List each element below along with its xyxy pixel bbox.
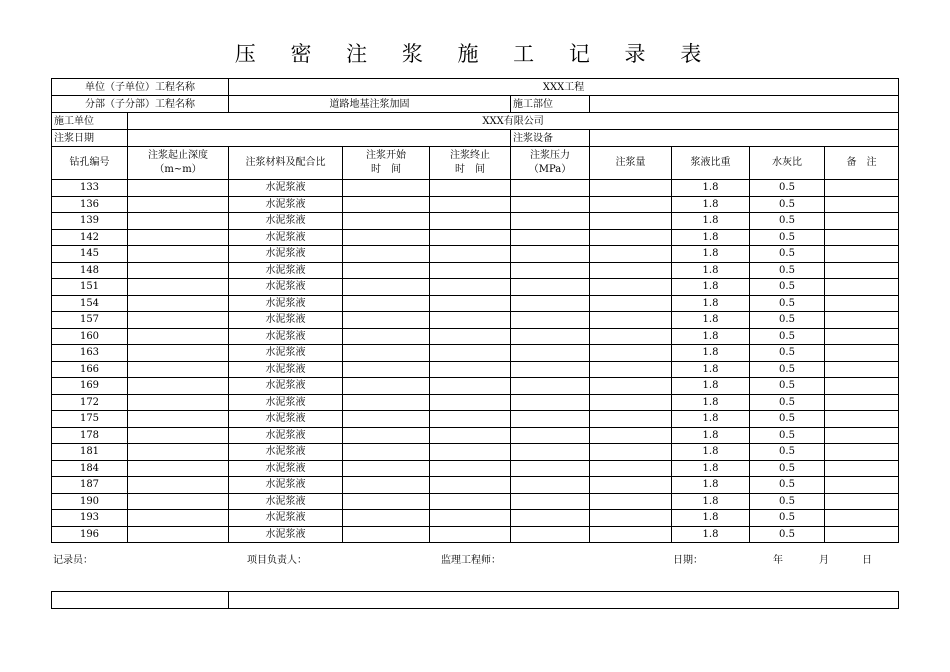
depth-cell[interactable] — [128, 493, 229, 510]
pressure-cell[interactable] — [511, 394, 590, 411]
table-row — [52, 295, 899, 312]
material-cell: 水泥浆液 — [229, 394, 343, 411]
pressure-cell[interactable] — [511, 510, 590, 527]
wc-ratio-cell: 0.5 — [750, 411, 825, 428]
contractor-row — [52, 113, 899, 130]
volume-cell[interactable] — [590, 378, 672, 395]
material-cell: 水泥浆液 — [229, 526, 343, 543]
remark-cell[interactable] — [825, 411, 899, 428]
col-pressure: 注浆压力 （MPa） — [511, 147, 590, 180]
wc-ratio-cell: 0.5 — [750, 246, 825, 263]
remark-cell[interactable] — [825, 312, 899, 329]
page-title: 压 密 注 浆 施 工 记 录 表 — [234, 42, 716, 66]
hole-number-cell: 196 — [52, 526, 128, 543]
remark-cell[interactable] — [825, 493, 899, 510]
start-time-cell[interactable] — [343, 246, 430, 263]
table-row — [52, 213, 899, 230]
contractor-label: 施工单位 — [52, 113, 128, 130]
table-row — [52, 477, 899, 494]
end-time-cell[interactable] — [430, 196, 511, 213]
pressure-cell[interactable] — [511, 262, 590, 279]
volume-cell[interactable] — [590, 361, 672, 378]
table-row — [52, 427, 899, 444]
remark-cell[interactable] — [825, 279, 899, 296]
wc-ratio-cell: 0.5 — [750, 229, 825, 246]
remark-cell[interactable] — [825, 427, 899, 444]
start-time-cell[interactable] — [343, 196, 430, 213]
volume-cell[interactable] — [590, 477, 672, 494]
end-time-cell[interactable] — [430, 411, 511, 428]
material-cell: 水泥浆液 — [229, 345, 343, 362]
end-time-cell[interactable] — [430, 460, 511, 477]
year-label: 年 — [773, 555, 783, 566]
hole-number-cell: 142 — [52, 229, 128, 246]
wc-ratio-cell: 0.5 — [750, 394, 825, 411]
table-row — [52, 246, 899, 263]
wc-ratio-cell: 0.5 — [750, 279, 825, 296]
hole-number-cell: 133 — [52, 180, 128, 197]
pressure-cell[interactable] — [511, 328, 590, 345]
remark-cell[interactable] — [825, 526, 899, 543]
pressure-cell[interactable] — [511, 460, 590, 477]
wc-ratio-cell: 0.5 — [750, 345, 825, 362]
start-time-cell[interactable] — [343, 477, 430, 494]
depth-cell[interactable] — [128, 345, 229, 362]
wc-ratio-cell: 0.5 — [750, 295, 825, 312]
pressure-cell[interactable] — [511, 180, 590, 197]
volume-cell[interactable] — [590, 510, 672, 527]
start-time-cell[interactable] — [343, 328, 430, 345]
end-time-cell[interactable] — [430, 510, 511, 527]
hole-number-cell: 181 — [52, 444, 128, 461]
grouting-date-value[interactable] — [128, 130, 511, 147]
wc-ratio-cell: 0.5 — [750, 526, 825, 543]
end-time-cell[interactable] — [430, 279, 511, 296]
pressure-cell[interactable] — [511, 279, 590, 296]
remark-cell[interactable] — [825, 229, 899, 246]
wc-ratio-cell: 0.5 — [750, 427, 825, 444]
volume-cell[interactable] — [590, 526, 672, 543]
density-cell: 1.8 — [672, 180, 750, 197]
depth-cell[interactable] — [128, 312, 229, 329]
material-cell: 水泥浆液 — [229, 213, 343, 230]
material-cell: 水泥浆液 — [229, 328, 343, 345]
remark-cell[interactable] — [825, 213, 899, 230]
end-time-cell[interactable] — [430, 427, 511, 444]
grouting-record-table — [51, 78, 899, 543]
remark-cell[interactable] — [825, 295, 899, 312]
material-cell: 水泥浆液 — [229, 262, 343, 279]
volume-cell[interactable] — [590, 444, 672, 461]
pressure-cell[interactable] — [511, 196, 590, 213]
wc-ratio-cell: 0.5 — [750, 180, 825, 197]
hole-number-cell: 154 — [52, 295, 128, 312]
depth-cell[interactable] — [128, 246, 229, 263]
remark-cell[interactable] — [825, 196, 899, 213]
column-header-row — [52, 147, 899, 180]
start-time-cell[interactable] — [343, 526, 430, 543]
col-remark: 备 注 — [825, 147, 899, 180]
remark-cell[interactable] — [825, 180, 899, 197]
table-row — [52, 378, 899, 395]
depth-cell[interactable] — [128, 460, 229, 477]
hole-number-cell: 187 — [52, 477, 128, 494]
material-cell: 水泥浆液 — [229, 460, 343, 477]
pressure-cell[interactable] — [511, 229, 590, 246]
density-cell: 1.8 — [672, 295, 750, 312]
density-cell: 1.8 — [672, 460, 750, 477]
hole-number-cell: 190 — [52, 493, 128, 510]
pressure-cell[interactable] — [511, 312, 590, 329]
density-cell: 1.8 — [672, 229, 750, 246]
hole-number-cell: 163 — [52, 345, 128, 362]
volume-cell[interactable] — [590, 493, 672, 510]
density-cell: 1.8 — [672, 378, 750, 395]
project-label: 单位（子单位）工程名称 — [52, 79, 229, 96]
start-time-cell[interactable] — [343, 361, 430, 378]
location-label: 施工部位 — [511, 96, 590, 113]
volume-cell[interactable] — [590, 345, 672, 362]
col-end-time: 注浆终止 时 间 — [430, 147, 511, 180]
pressure-cell[interactable] — [511, 411, 590, 428]
start-time-cell[interactable] — [343, 378, 430, 395]
density-cell: 1.8 — [672, 493, 750, 510]
material-cell: 水泥浆液 — [229, 295, 343, 312]
density-cell: 1.8 — [672, 213, 750, 230]
supervisor-label: 监理工程师： — [441, 555, 501, 566]
end-time-cell[interactable] — [430, 345, 511, 362]
table-row — [52, 493, 899, 510]
remark-cell[interactable] — [825, 361, 899, 378]
project-row — [52, 79, 899, 96]
pressure-cell[interactable] — [511, 526, 590, 543]
start-time-cell[interactable] — [343, 312, 430, 329]
depth-cell[interactable] — [128, 510, 229, 527]
remark-cell[interactable] — [825, 444, 899, 461]
wc-ratio-cell: 0.5 — [750, 477, 825, 494]
wc-ratio-cell: 0.5 — [750, 493, 825, 510]
volume-cell[interactable] — [590, 279, 672, 296]
table-row — [52, 526, 899, 543]
material-cell: 水泥浆液 — [229, 477, 343, 494]
volume-cell[interactable] — [590, 246, 672, 263]
remark-cell[interactable] — [825, 345, 899, 362]
material-cell: 水泥浆液 — [229, 427, 343, 444]
density-cell: 1.8 — [672, 444, 750, 461]
end-time-cell[interactable] — [430, 213, 511, 230]
density-cell: 1.8 — [672, 510, 750, 527]
material-cell: 水泥浆液 — [229, 229, 343, 246]
date-equipment-row — [52, 130, 899, 147]
footer-label-cell — [52, 592, 229, 609]
end-time-cell[interactable] — [430, 295, 511, 312]
material-cell: 水泥浆液 — [229, 510, 343, 527]
density-cell: 1.8 — [672, 328, 750, 345]
col-depth: 注浆起止深度 （m~m） — [128, 147, 229, 180]
table-row — [52, 345, 899, 362]
material-cell: 水泥浆液 — [229, 444, 343, 461]
table-row — [52, 510, 899, 527]
volume-cell[interactable] — [590, 295, 672, 312]
remark-cell[interactable] — [825, 477, 899, 494]
wc-ratio-cell: 0.5 — [750, 378, 825, 395]
depth-cell[interactable] — [128, 444, 229, 461]
end-time-cell[interactable] — [430, 526, 511, 543]
volume-cell[interactable] — [590, 411, 672, 428]
pressure-cell[interactable] — [511, 361, 590, 378]
volume-cell[interactable] — [590, 262, 672, 279]
material-cell: 水泥浆液 — [229, 196, 343, 213]
start-time-cell[interactable] — [343, 295, 430, 312]
col-material: 注浆材料及配合比 — [229, 147, 343, 180]
wc-ratio-cell: 0.5 — [750, 213, 825, 230]
density-cell: 1.8 — [672, 345, 750, 362]
hole-number-cell: 193 — [52, 510, 128, 527]
table-row — [52, 444, 899, 461]
col-hole-number: 钻孔编号 — [52, 147, 128, 180]
hole-number-cell: 172 — [52, 394, 128, 411]
end-time-cell[interactable] — [430, 444, 511, 461]
density-cell: 1.8 — [672, 312, 750, 329]
start-time-cell[interactable] — [343, 411, 430, 428]
hole-number-cell: 178 — [52, 427, 128, 444]
start-time-cell[interactable] — [343, 279, 430, 296]
start-time-cell[interactable] — [343, 345, 430, 362]
hole-number-cell: 151 — [52, 279, 128, 296]
density-cell: 1.8 — [672, 246, 750, 263]
remark-cell[interactable] — [825, 460, 899, 477]
remark-cell[interactable] — [825, 378, 899, 395]
table-row — [52, 196, 899, 213]
material-cell: 水泥浆液 — [229, 493, 343, 510]
hole-number-cell: 169 — [52, 378, 128, 395]
pressure-cell[interactable] — [511, 246, 590, 263]
depth-cell[interactable] — [128, 279, 229, 296]
end-time-cell[interactable] — [430, 246, 511, 263]
hole-number-cell: 148 — [52, 262, 128, 279]
depth-cell[interactable] — [128, 427, 229, 444]
density-cell: 1.8 — [672, 427, 750, 444]
pressure-cell[interactable] — [511, 493, 590, 510]
end-time-cell[interactable] — [430, 262, 511, 279]
material-cell: 水泥浆液 — [229, 279, 343, 296]
depth-cell[interactable] — [128, 411, 229, 428]
table-row — [52, 411, 899, 428]
end-time-cell[interactable] — [430, 493, 511, 510]
end-time-cell[interactable] — [430, 328, 511, 345]
col-volume: 注浆量 — [590, 147, 672, 180]
depth-cell[interactable] — [128, 229, 229, 246]
wc-ratio-cell: 0.5 — [750, 262, 825, 279]
hole-number-cell: 139 — [52, 213, 128, 230]
material-cell: 水泥浆液 — [229, 361, 343, 378]
day-label: 日 — [862, 555, 872, 566]
density-cell: 1.8 — [672, 411, 750, 428]
depth-cell[interactable] — [128, 196, 229, 213]
material-cell: 水泥浆液 — [229, 246, 343, 263]
remark-cell[interactable] — [825, 328, 899, 345]
volume-cell[interactable] — [590, 229, 672, 246]
depth-cell[interactable] — [128, 262, 229, 279]
end-time-cell[interactable] — [430, 477, 511, 494]
table-row — [52, 262, 899, 279]
density-cell: 1.8 — [672, 361, 750, 378]
hole-number-cell: 184 — [52, 460, 128, 477]
volume-cell[interactable] — [590, 328, 672, 345]
section-label: 分部（子分部）工程名称 — [52, 96, 229, 113]
density-cell: 1.8 — [672, 279, 750, 296]
start-time-cell[interactable] — [343, 460, 430, 477]
equipment-label: 注浆设备 — [511, 130, 590, 147]
hole-number-cell: 145 — [52, 246, 128, 263]
end-time-cell[interactable] — [430, 361, 511, 378]
date-label: 日期： — [673, 555, 703, 566]
remark-cell[interactable] — [825, 262, 899, 279]
start-time-cell[interactable] — [343, 213, 430, 230]
material-cell: 水泥浆液 — [229, 378, 343, 395]
col-start-time: 注浆开始 时 间 — [343, 147, 430, 180]
footer-value-cell[interactable] — [229, 592, 899, 609]
end-time-cell[interactable] — [430, 180, 511, 197]
depth-cell[interactable] — [128, 180, 229, 197]
remark-cell[interactable] — [825, 394, 899, 411]
table-row — [52, 312, 899, 329]
end-time-cell[interactable] — [430, 394, 511, 411]
wc-ratio-cell: 0.5 — [750, 328, 825, 345]
density-cell: 1.8 — [672, 526, 750, 543]
wc-ratio-cell: 0.5 — [750, 460, 825, 477]
density-cell: 1.8 — [672, 394, 750, 411]
volume-cell[interactable] — [590, 427, 672, 444]
density-cell: 1.8 — [672, 262, 750, 279]
wc-ratio-cell: 0.5 — [750, 312, 825, 329]
pressure-cell[interactable] — [511, 345, 590, 362]
pressure-cell[interactable] — [511, 295, 590, 312]
depth-cell[interactable] — [128, 394, 229, 411]
contractor-value[interactable]: XXX有限公司 — [128, 113, 899, 130]
hole-number-cell: 166 — [52, 361, 128, 378]
pressure-cell[interactable] — [511, 427, 590, 444]
start-time-cell[interactable] — [343, 427, 430, 444]
footer-table — [51, 591, 899, 609]
depth-cell[interactable] — [128, 295, 229, 312]
material-cell: 水泥浆液 — [229, 312, 343, 329]
remark-cell[interactable] — [825, 246, 899, 263]
table-row — [52, 460, 899, 477]
start-time-cell[interactable] — [343, 229, 430, 246]
col-wc-ratio: 水灰比 — [750, 147, 825, 180]
section-row — [52, 96, 899, 113]
manager-label: 项目负责人： — [247, 555, 307, 566]
col-density: 浆液比重 — [672, 147, 750, 180]
table-row — [52, 229, 899, 246]
table-row — [52, 394, 899, 411]
table-row — [52, 279, 899, 296]
depth-cell[interactable] — [128, 328, 229, 345]
volume-cell[interactable] — [590, 213, 672, 230]
start-time-cell[interactable] — [343, 510, 430, 527]
wc-ratio-cell: 0.5 — [750, 444, 825, 461]
density-cell: 1.8 — [672, 196, 750, 213]
end-time-cell[interactable] — [430, 229, 511, 246]
pressure-cell[interactable] — [511, 213, 590, 230]
depth-cell[interactable] — [128, 477, 229, 494]
start-time-cell[interactable] — [343, 180, 430, 197]
remark-cell[interactable] — [825, 510, 899, 527]
end-time-cell[interactable] — [430, 312, 511, 329]
recorder-label: 记录员： — [53, 555, 93, 566]
volume-cell[interactable] — [590, 196, 672, 213]
equipment-value[interactable] — [590, 130, 899, 147]
pressure-cell[interactable] — [511, 378, 590, 395]
volume-cell[interactable] — [590, 312, 672, 329]
material-cell: 水泥浆液 — [229, 411, 343, 428]
volume-cell[interactable] — [590, 180, 672, 197]
wc-ratio-cell: 0.5 — [750, 510, 825, 527]
depth-cell[interactable] — [128, 378, 229, 395]
table-row — [52, 328, 899, 345]
depth-cell[interactable] — [128, 361, 229, 378]
start-time-cell[interactable] — [343, 444, 430, 461]
grouting-date-label: 注浆日期 — [52, 130, 128, 147]
volume-cell[interactable] — [590, 394, 672, 411]
table-row — [52, 180, 899, 197]
section-value[interactable]: 道路地基注浆加固 — [229, 96, 511, 113]
hole-number-cell: 157 — [52, 312, 128, 329]
wc-ratio-cell: 0.5 — [750, 361, 825, 378]
project-value[interactable]: XXX工程 — [229, 79, 899, 96]
pressure-cell[interactable] — [511, 477, 590, 494]
start-time-cell[interactable] — [343, 262, 430, 279]
hole-number-cell: 136 — [52, 196, 128, 213]
start-time-cell[interactable] — [343, 394, 430, 411]
end-time-cell[interactable] — [430, 378, 511, 395]
depth-cell[interactable] — [128, 526, 229, 543]
depth-cell[interactable] — [128, 213, 229, 230]
material-cell: 水泥浆液 — [229, 180, 343, 197]
pressure-cell[interactable] — [511, 444, 590, 461]
density-cell: 1.8 — [672, 477, 750, 494]
hole-number-cell: 160 — [52, 328, 128, 345]
start-time-cell[interactable] — [343, 493, 430, 510]
volume-cell[interactable] — [590, 460, 672, 477]
wc-ratio-cell: 0.5 — [750, 196, 825, 213]
hole-number-cell: 175 — [52, 411, 128, 428]
location-value[interactable] — [590, 96, 899, 113]
month-label: 月 — [819, 555, 829, 566]
table-row — [52, 361, 899, 378]
